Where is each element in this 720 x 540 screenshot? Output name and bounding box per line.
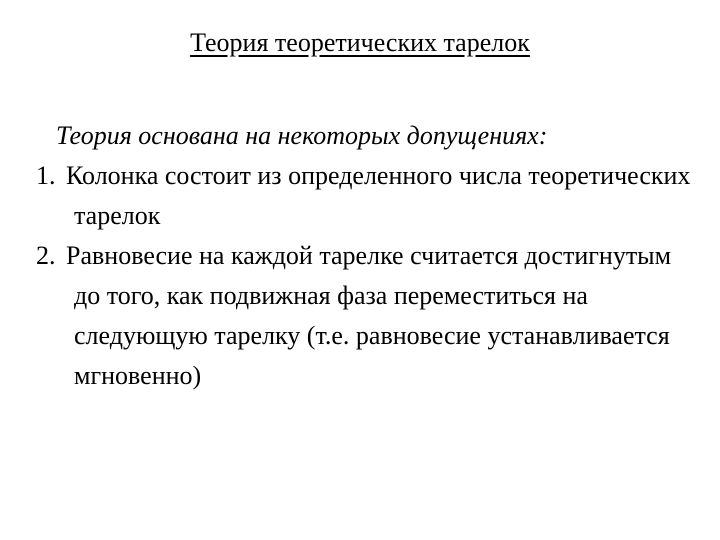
list-item-2 xyxy=(36,236,696,396)
list-item-number: 1. xyxy=(36,161,56,190)
list-item-1 xyxy=(36,156,696,236)
list-item-text: Колонка состоит из определенного числа теоретических тарелок xyxy=(66,161,691,230)
slide-title: Теория теоретических тарелок xyxy=(190,28,530,57)
intro-text: Теория основана на некоторых допущениях: xyxy=(56,121,548,150)
slide-body xyxy=(36,116,696,396)
list-item-text: Равновесие на каждой тарелке считается достигнутым до того, как подвижная фаза переместиться на следующую тарелку (т.е. равновесие устанавливается мгновенно) xyxy=(66,241,672,390)
list-item-number: 2. xyxy=(36,241,56,270)
